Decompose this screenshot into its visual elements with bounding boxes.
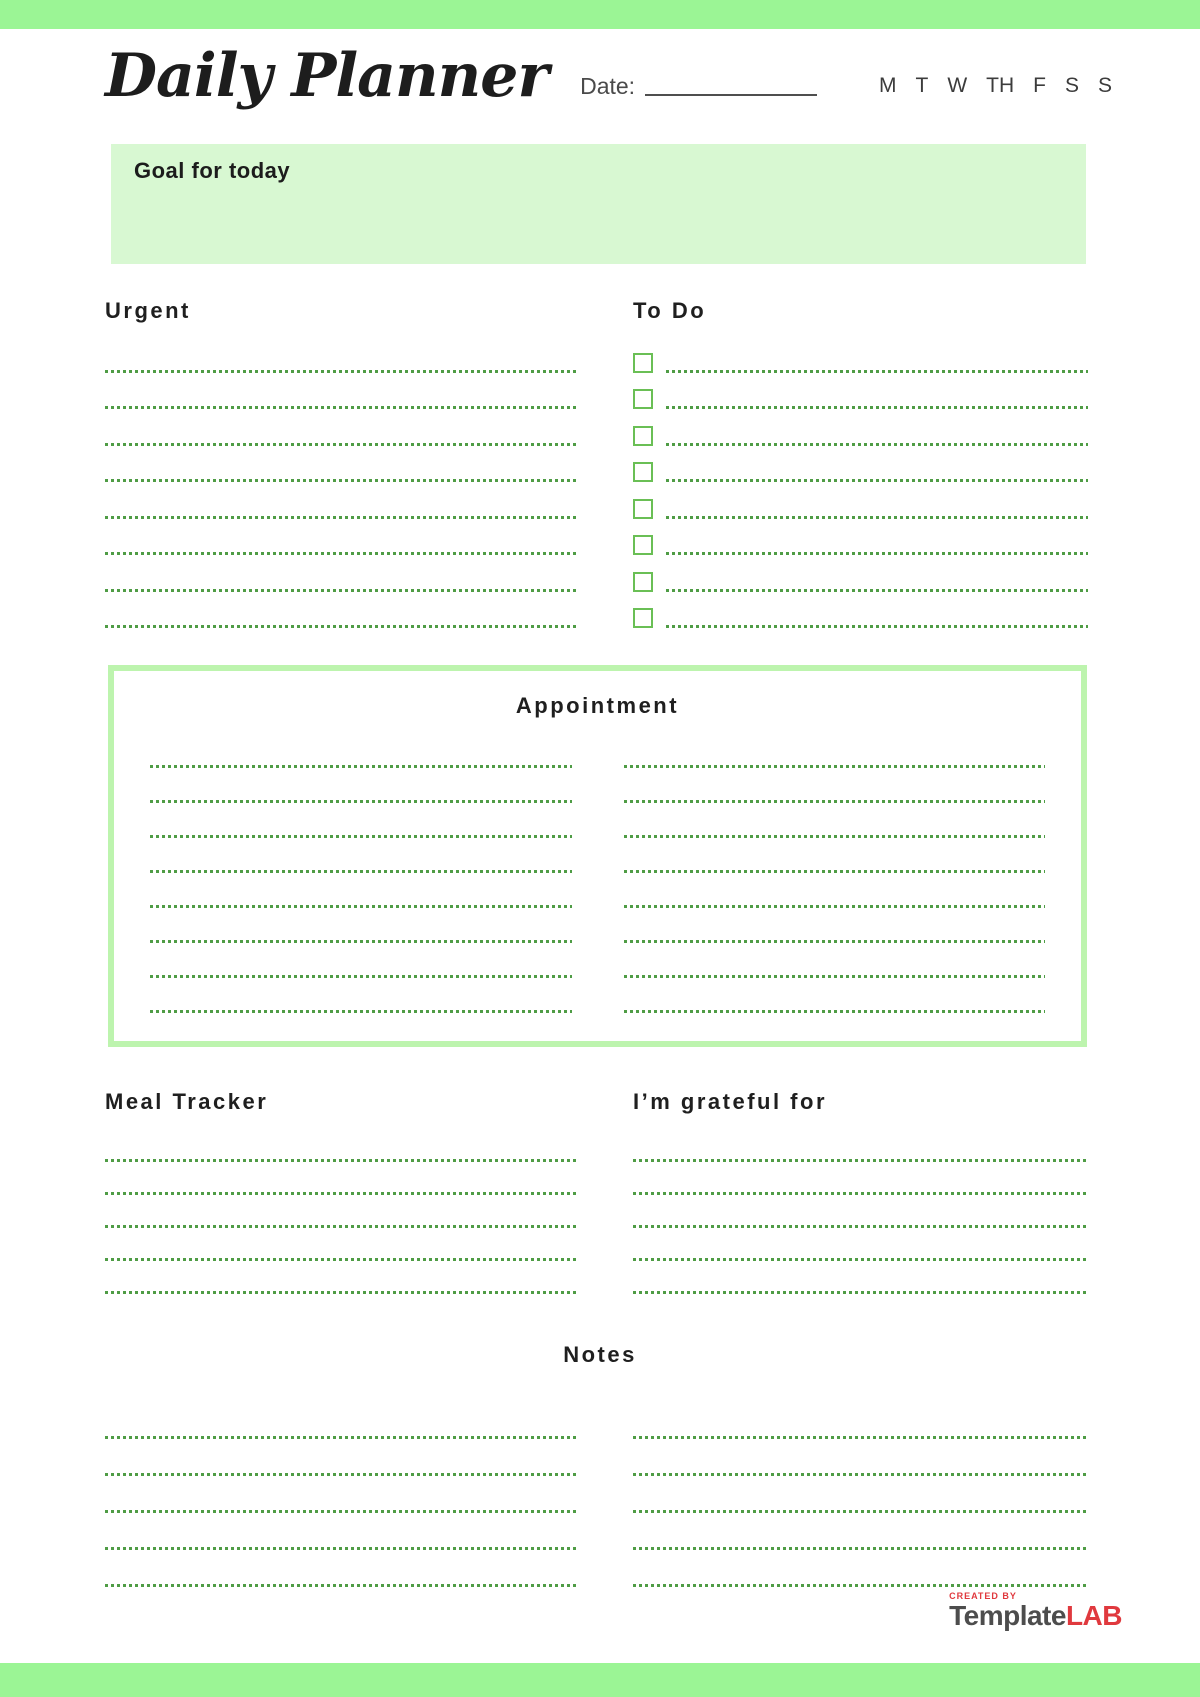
day-friday[interactable]: F <box>1033 74 1046 97</box>
brand-lab-text: LAB <box>1065 1600 1122 1631</box>
meal-fill-in-line[interactable] <box>105 1129 578 1162</box>
todo-items <box>633 336 1088 628</box>
meal-fill-in-line[interactable] <box>105 1195 578 1228</box>
appointment-fill-in-line[interactable] <box>150 908 572 943</box>
urgent-fill-in-line[interactable] <box>105 336 578 373</box>
day-sunday[interactable]: S <box>1097 74 1112 97</box>
urgent-todo-section <box>105 298 1088 628</box>
notes-fill-in-line[interactable] <box>633 1402 1088 1439</box>
todo-row <box>633 336 1088 373</box>
notes-fill-in-line[interactable] <box>105 1476 578 1513</box>
todo-column <box>633 298 1088 628</box>
brand-wordmark <box>949 1601 1122 1631</box>
todo-fill-in-line[interactable] <box>666 555 1088 592</box>
day-tuesday[interactable]: T <box>915 74 929 97</box>
appointment-fill-in-line[interactable] <box>624 908 1046 943</box>
grateful-fill-in-line[interactable] <box>633 1129 1088 1162</box>
notes-title: Notes <box>563 1342 637 1367</box>
appointment-title: Appointment <box>515 693 680 718</box>
top-accent-bar <box>0 0 1200 29</box>
appointment-fill-in-line[interactable] <box>150 873 572 908</box>
appointment-fill-in-line[interactable] <box>624 733 1046 768</box>
notes-fill-in-line[interactable] <box>105 1439 578 1476</box>
templatelab-logo <box>0 1591 1200 1631</box>
appointment-column-left <box>150 733 572 1013</box>
page-title: Daily Planner <box>105 41 549 111</box>
grateful-lines <box>633 1129 1088 1294</box>
todo-checkbox[interactable] <box>633 499 653 519</box>
day-thursday[interactable]: TH <box>986 74 1015 97</box>
urgent-fill-in-line[interactable] <box>105 555 578 592</box>
grateful-title: I’m grateful for <box>633 1089 828 1114</box>
grateful-fill-in-line[interactable] <box>633 1228 1088 1261</box>
day-monday[interactable]: M <box>878 74 897 97</box>
appointment-fill-in-line[interactable] <box>624 978 1046 1013</box>
notes-column-left <box>105 1402 578 1587</box>
appointment-fill-in-line[interactable] <box>624 873 1046 908</box>
date-fill-in-line[interactable] <box>645 94 817 96</box>
urgent-fill-in-line[interactable] <box>105 409 578 446</box>
urgent-lines <box>105 336 578 628</box>
appointment-columns <box>150 733 1045 1013</box>
meal-fill-in-line[interactable] <box>105 1261 578 1294</box>
urgent-title: Urgent <box>105 298 191 323</box>
todo-fill-in-line[interactable] <box>666 446 1088 483</box>
appointment-fill-in-line[interactable] <box>624 943 1046 978</box>
todo-fill-in-line[interactable] <box>666 336 1088 373</box>
todo-checkbox[interactable] <box>633 572 653 592</box>
urgent-fill-in-line[interactable] <box>105 482 578 519</box>
notes-column-right <box>633 1402 1088 1587</box>
goal-for-today-box[interactable] <box>111 144 1086 264</box>
urgent-fill-in-line[interactable] <box>105 519 578 556</box>
grateful-fill-in-line[interactable] <box>633 1195 1088 1228</box>
notes-fill-in-line[interactable] <box>105 1550 578 1587</box>
todo-row <box>633 592 1088 629</box>
grateful-fill-in-line[interactable] <box>633 1162 1088 1195</box>
notes-fill-in-line[interactable] <box>633 1439 1088 1476</box>
date-label: Date: <box>580 73 636 99</box>
grateful-fill-in-line[interactable] <box>633 1261 1088 1294</box>
notes-fill-in-line[interactable] <box>633 1550 1088 1587</box>
appointment-fill-in-line[interactable] <box>624 803 1046 838</box>
appointment-fill-in-line[interactable] <box>150 768 572 803</box>
created-by-label: CREATED BY <box>949 1591 1017 1601</box>
todo-row <box>633 519 1088 556</box>
todo-fill-in-line[interactable] <box>666 482 1088 519</box>
todo-fill-in-line[interactable] <box>666 519 1088 556</box>
todo-row <box>633 482 1088 519</box>
notes-columns <box>105 1402 1088 1587</box>
notes-fill-in-line[interactable] <box>633 1513 1088 1550</box>
todo-row <box>633 409 1088 446</box>
bottom-accent-bar <box>0 1663 1200 1697</box>
appointment-fill-in-line[interactable] <box>150 978 572 1013</box>
todo-checkbox[interactable] <box>633 608 653 628</box>
meal-tracker-title: Meal Tracker <box>105 1089 269 1114</box>
notes-fill-in-line[interactable] <box>105 1402 578 1439</box>
todo-fill-in-line[interactable] <box>666 373 1088 410</box>
todo-checkbox[interactable] <box>633 462 653 482</box>
goal-label: Goal for today <box>134 158 291 183</box>
todo-checkbox[interactable] <box>633 426 653 446</box>
urgent-column <box>105 298 578 628</box>
day-wednesday[interactable]: W <box>947 74 968 97</box>
todo-checkbox[interactable] <box>633 535 653 555</box>
appointment-fill-in-line[interactable] <box>150 838 572 873</box>
todo-row <box>633 555 1088 592</box>
meal-fill-in-line[interactable] <box>105 1228 578 1261</box>
appointment-fill-in-line[interactable] <box>624 838 1046 873</box>
meal-fill-in-line[interactable] <box>105 1162 578 1195</box>
appointment-column-right <box>624 733 1046 1013</box>
todo-title: To Do <box>633 298 707 323</box>
notes-fill-in-line[interactable] <box>633 1476 1088 1513</box>
urgent-fill-in-line[interactable] <box>105 592 578 629</box>
notes-section <box>0 1342 1200 1587</box>
date-field <box>580 73 817 108</box>
todo-fill-in-line[interactable] <box>666 592 1088 629</box>
todo-checkbox[interactable] <box>633 353 653 373</box>
grateful-column <box>633 1089 1088 1294</box>
urgent-fill-in-line[interactable] <box>105 446 578 483</box>
urgent-fill-in-line[interactable] <box>105 373 578 410</box>
brand-template-text: Template <box>949 1600 1066 1631</box>
weekday-selector <box>879 74 1112 108</box>
meal-grateful-section <box>105 1089 1088 1294</box>
notes-fill-in-line[interactable] <box>105 1513 578 1550</box>
appointment-section <box>108 665 1087 1047</box>
appointment-fill-in-line[interactable] <box>150 733 572 768</box>
meal-tracker-lines <box>105 1129 578 1294</box>
appointment-fill-in-line[interactable] <box>150 803 572 838</box>
todo-checkbox[interactable] <box>633 389 653 409</box>
header <box>105 26 1112 111</box>
meal-tracker-column <box>105 1089 578 1294</box>
appointment-fill-in-line[interactable] <box>150 943 572 978</box>
todo-row <box>633 373 1088 410</box>
day-saturday[interactable]: S <box>1064 74 1079 97</box>
todo-row <box>633 446 1088 483</box>
todo-fill-in-line[interactable] <box>666 409 1088 446</box>
appointment-fill-in-line[interactable] <box>624 768 1046 803</box>
